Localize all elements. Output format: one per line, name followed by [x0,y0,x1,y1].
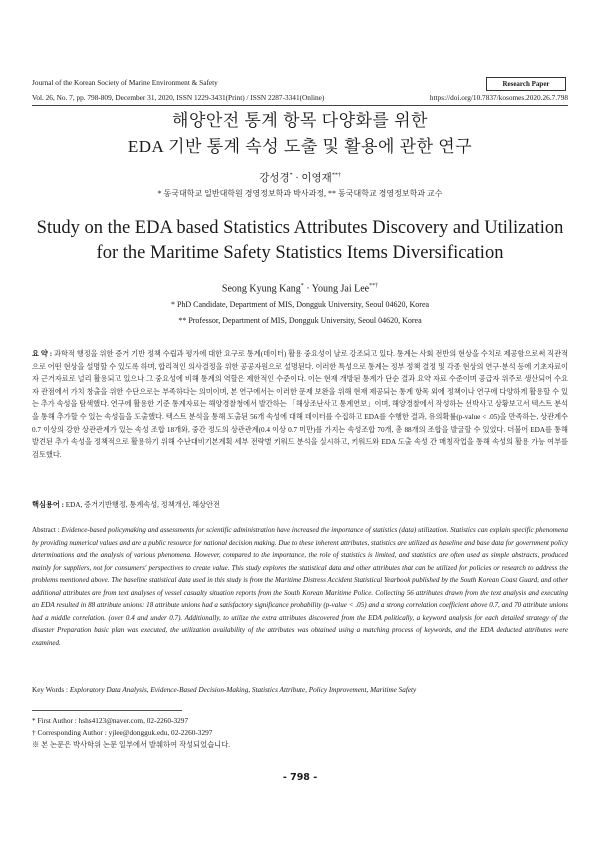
keywords-ko-label: 핵심용어 : [32,501,66,509]
keywords-en-text: Exploratory Data Analysis, Evidence-Based Decision-Making, Statistics Attribute, Policy Improvement, Maritime Safety [69,686,417,694]
author2-en: Young Jai Lee [311,283,370,295]
keywords-en-label: Key Words : [32,686,70,694]
abstract-ko-text: 과학적 행정을 위한 증거 기반 정책 수립과 평가에 대한 요구로 통계(데이터) 활용 중요성이 날로 강조되고 있다. 통계는 사회 전반의 현상을 수치로 제공함으로써 직관적으로 어떤 현상을 설명할 수 있도록 하며, 합리적인 의사결정을 위한 공공자원으로 설명된다. 이러한 특성으로 통계는 정부 정책 결정 및 각종 현상의 연구·분석 등에 기초자료이자 근거자료로 널리 활용되고 있으나 그 중요성에 비해 통계의 역할은 제한적인 수준이다. 이는 현재 개방된 통계가 단순 결과 요약 자료 수준이며 공급자 위주로 생산되어 수요자 관점에서 가치 창출을 위한 수단으로는 부족하다는 의미이며, 본 연구에서는 이러한 문제 보완을 위해 현재 제공되는 통계 항목 외에 정책이나 연구에 다양하게 활용할 수 있는 추가 속성을 탐색했다. 연구에 활용한 기준 통계자료는 해양경찰청에서 발간하는 「해상조난사고 통계연보」이며, 해양경찰에서 작성하는 선박사고 상황보고서 텍스트 분석을 통해 추가할 수 있는 속성들을 도출했다. 텍스트 분석을 통해 도출된 56개 속성에 대해 데이터를 수집하고 EDA를 수행한 결과, 유의확률(p-value < .05)을 만족하는, 상관계수 0.7 이상의 강한 상관관계가 있는 속성 조합 18개와, 중간 정도의 상관관계(0.4 이상 0.7 미만)를 가지는 속성조합 70개, 총 88개의 조합을 발굴할 수 있었다. 더불어 EDA를 통해 발견된 추가 속성을 정책적으로 활용하기 위해 수난대비기본계획 세부 전략별 키워드 분석을 실시하고, 키워드와 EDA 도출 속성 간 매칭작업을 통해 속성의 활용 가능 여부를 검토했다. [32,350,569,459]
author2-ko-mark: **† [331,172,341,179]
footnote-rule [32,710,182,711]
volume-info: Vol. 26, No. 7, pp. 798-809, December 31, 2020, ISSN 1229-3431(Print) / ISSN 2287-3341(Online) [32,93,325,102]
abstract-en [32,524,568,649]
title-ko-line2: EDA 기반 통계 속성 도출 및 활용에 관한 연구 [127,137,473,156]
abstract-en-text: Evidence-based policymaking and assessments for scientific administration have increased the importance of statistics (data) utilization. Statistics can explain specific phenomena by providing numerical values and are a public resource for national decision making. Due to these inherent attributes, statistics are utilized as baseline and base data for government policy determinations and the analysis of various phenomena. However, compared to the importance, the role of statistics is limited, and statistics are often used as simple abstracts, produced mainly for suppliers, not for consumers' perspectives to create value. This study explores the statistical data and other attributes that can be utilized for policies or research to address the problems mentioned above. The baseline statistical data used in this study is from the Maritime Distress Accident Statistical Yearbook published by the South Korean Coast Guard, and other additional attributes are from text analyses of vessel casualty situation reports from the South Korean Maritime Police. Collecting 56 attributes drawn from the text analysis and executing an EDA resulted in 88 attribute unions: 18 attribute unions had a satisfactory significance probability (p-value < .05) and a strong correlation coefficient above 0.7, and 70 attribute unions had a middle correlation. (over 0.4 and under 0.7). Additionally, to utilize the extra attributes discovered from the EDA politically, a keyword analysis for each detailed strategy of the disaster Preparation basic plan was executed, the utilization availability of the attributes was obtained using a matching process of keywords, and the EDA deducted attributes were examined. [32,526,568,647]
affiliation-en-2: ** Professor, Department of MIS, Dongguk University, Seoul 04620, Korea [178,316,422,325]
abstract-en-label: Abstract : [32,526,62,534]
title-en-line2: for the Maritime Safety Statistics Items Diversification [96,243,504,263]
affiliation-ko: * 동국대학교 일반대학원 경영정보학과 박사과정, ** 동국대학교 경영정보학과 교수 [157,189,443,198]
footnote-corresponding: † Corresponding Author : yjlee@dongguk.edu, 02-2260-3297 [32,728,213,737]
title-ko-line1: 해양안전 통계 항목 다양화를 위한 [172,111,428,130]
author1-en: Seong Kyung Kang [221,283,301,295]
doi-link[interactable]: https://doi.org/10.7837/kosomes.2020.26.7.798 [429,93,568,102]
abstract-ko [32,348,568,461]
authors-en [0,283,600,294]
footnote-note: ※ 본 논문은 박사학위 논문 일부에서 발췌하여 작성되었습니다. [32,740,231,749]
author-en-separator: · [303,283,312,295]
title-en-line1: Study on the EDA based Statistics Attributes Discovery and Utilization [36,218,564,238]
keywords-en [32,686,568,694]
author1-ko: 강성경 [259,173,290,184]
author2-en-mark: **† [369,283,379,289]
paper-type-badge: Research Paper [486,77,566,91]
affiliation-en-1: * PhD Candidate, Department of MIS, Dongguk University, Seoul 04620, Korea [170,300,430,309]
abstract-ko-label: 요 약 : [32,350,55,358]
journal-name: Journal of the Korean Society of Marine Environment & Safety [32,78,218,87]
page-number: - 798 - [282,772,318,783]
author-ko-separator: · [292,173,302,184]
keywords-ko [32,500,568,510]
author2-ko: 이영재 [301,173,332,184]
authors-ko [0,170,600,185]
keywords-ko-text: EDA, 증거기반행정, 통계속성, 정책개선, 해상안전 [65,501,220,509]
author1-ko-mark: * [289,172,293,179]
footnote-first-author: * First Author : hshs4123@naver.com, 02-2260-3297 [32,716,189,725]
author1-en-mark: * [300,283,304,289]
